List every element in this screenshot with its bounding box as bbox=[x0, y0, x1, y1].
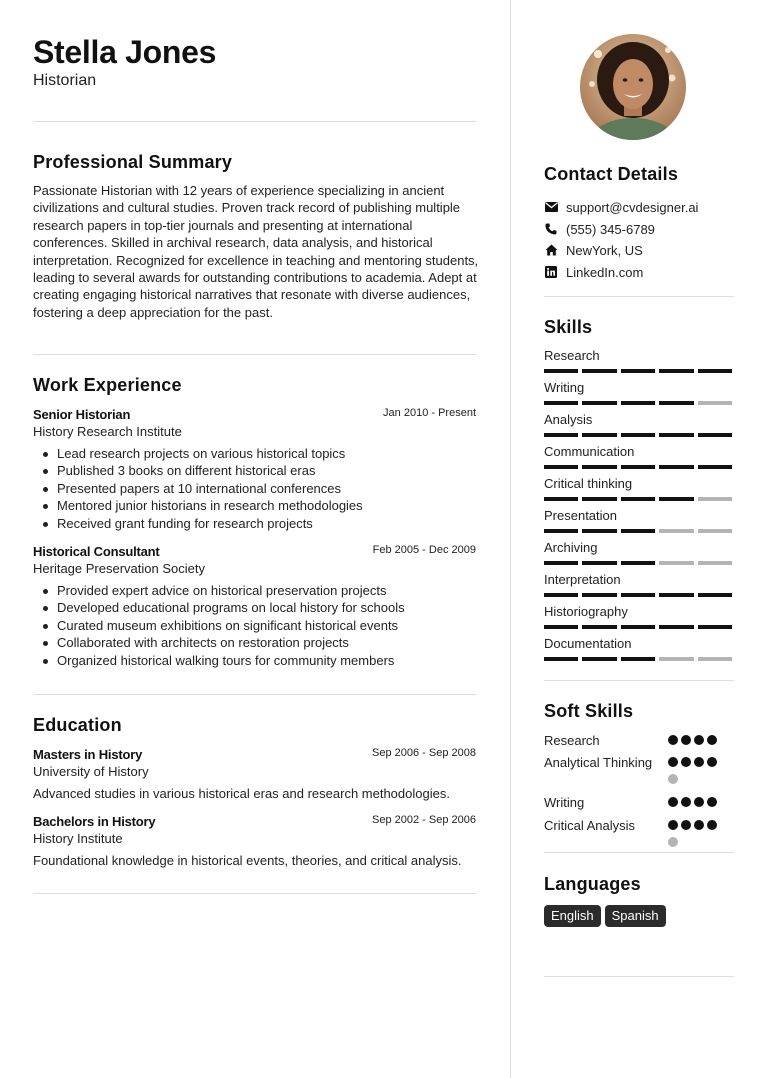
skill-level-segment bbox=[698, 369, 732, 373]
skill-level-segment bbox=[659, 657, 693, 661]
skill-level-bar bbox=[544, 369, 734, 373]
skill-level-segment bbox=[621, 529, 655, 533]
job-title: Historical Consultant bbox=[33, 544, 160, 559]
skill-label: Critical thinking bbox=[544, 476, 633, 491]
rating-dot bbox=[694, 820, 704, 830]
job-title: Senior Historian bbox=[33, 407, 131, 422]
linkedin-icon bbox=[544, 265, 558, 279]
skill-level-bar bbox=[544, 625, 734, 629]
contact-location bbox=[544, 241, 643, 259]
language-badge: English bbox=[544, 905, 601, 927]
job-bullets bbox=[33, 445, 476, 532]
skill-level-segment bbox=[544, 369, 578, 373]
bullet-item: Mentored junior historians in research methodologies bbox=[33, 497, 476, 514]
candidate-role: Historian bbox=[33, 72, 97, 89]
bullet-item: Lead research projects on various historical topics bbox=[33, 445, 476, 462]
soft-skill-label: Critical Analysis bbox=[544, 818, 636, 833]
skill-level-bar bbox=[544, 433, 734, 437]
skill-item bbox=[544, 604, 734, 629]
skill-label: Presentation bbox=[544, 508, 617, 523]
skill-level-segment bbox=[621, 401, 655, 405]
bullet-item: Published 3 books on different historical eras bbox=[33, 462, 476, 479]
rating-dot bbox=[681, 820, 691, 830]
contact-phone[interactable] bbox=[544, 220, 655, 238]
skill-level-segment bbox=[659, 401, 693, 405]
rating-dot bbox=[681, 757, 691, 767]
soft-skill-item bbox=[544, 817, 734, 834]
skill-level-segment bbox=[544, 497, 578, 501]
skill-label: Communication bbox=[544, 444, 635, 459]
skill-level-bar bbox=[544, 529, 734, 533]
divider bbox=[544, 680, 734, 681]
skill-level-segment bbox=[698, 465, 732, 469]
rating-dot bbox=[707, 797, 717, 807]
rating-dot bbox=[694, 797, 704, 807]
skill-level-segment bbox=[698, 529, 732, 533]
envelope-icon bbox=[544, 200, 558, 214]
skill-level-segment bbox=[544, 625, 578, 629]
skill-level-segment bbox=[544, 657, 578, 661]
skill-level-segment bbox=[659, 497, 693, 501]
skill-level-bar bbox=[544, 657, 734, 661]
skill-item bbox=[544, 444, 734, 469]
divider bbox=[33, 893, 476, 894]
skill-level-segment bbox=[582, 625, 616, 629]
skill-item bbox=[544, 540, 734, 565]
skill-level-segment bbox=[659, 593, 693, 597]
contact-phone-text: (555) 345-6789 bbox=[566, 221, 655, 237]
skill-level-segment bbox=[582, 433, 616, 437]
skill-level-segment bbox=[621, 433, 655, 437]
rating-dot bbox=[668, 774, 678, 784]
education-date: Sep 2006 - Sep 2008 bbox=[372, 747, 476, 759]
languages-heading: Languages bbox=[544, 874, 641, 894]
skill-label: Writing bbox=[544, 380, 585, 395]
degree-title: Masters in History bbox=[33, 747, 143, 762]
skill-item bbox=[544, 348, 734, 373]
divider bbox=[33, 694, 476, 695]
divider bbox=[544, 976, 734, 977]
rating-dot bbox=[668, 757, 678, 767]
skill-item bbox=[544, 636, 734, 661]
rating-dot bbox=[694, 757, 704, 767]
skill-level-segment bbox=[582, 561, 616, 565]
skill-level-segment bbox=[621, 497, 655, 501]
education-entry bbox=[33, 746, 476, 803]
rating-dot bbox=[668, 837, 678, 847]
skill-level-segment bbox=[544, 529, 578, 533]
divider bbox=[544, 296, 734, 297]
skill-level-segment bbox=[698, 433, 732, 437]
skill-label: Interpretation bbox=[544, 572, 621, 587]
divider bbox=[544, 852, 734, 853]
summary-text: Passionate Historian with 12 years of experience specializing in ancient civilizations and cultural studies. Proven track record of publishing multiple research papers in top-tier journals and presenting at international conferences. Skilled in archival research, data analysis, and historical interpretation. Recognized for excellence in teaching and mentoring students, leading to several awards for outstanding contributions to academia. Adept at creating engaging historical narratives that resonate with diverse audiences, fostering a deep appreciation for the past. bbox=[33, 183, 479, 320]
skill-label: Research bbox=[544, 348, 600, 363]
skill-level-segment bbox=[621, 657, 655, 661]
skill-level-bar bbox=[544, 497, 734, 501]
skill-level-bar bbox=[544, 465, 734, 469]
rating-dot bbox=[668, 797, 678, 807]
profile-photo bbox=[580, 34, 686, 140]
rating-dot bbox=[694, 735, 704, 745]
skill-level-bar bbox=[544, 401, 734, 405]
bullet-item: Collaborated with architects on restoration projects bbox=[33, 634, 476, 651]
skill-level-segment bbox=[698, 593, 732, 597]
bullet-item: Received grant funding for research projects bbox=[33, 515, 476, 532]
skill-level-segment bbox=[698, 401, 732, 405]
job-organization: History Research Institute bbox=[33, 424, 182, 439]
skill-level-bar bbox=[544, 593, 734, 597]
skill-item bbox=[544, 380, 734, 405]
skill-level-segment bbox=[621, 465, 655, 469]
school-name: University of History bbox=[33, 764, 149, 779]
skill-level-segment bbox=[621, 369, 655, 373]
skill-item bbox=[544, 412, 734, 437]
skill-level-segment bbox=[582, 401, 616, 405]
rating-dot bbox=[707, 820, 717, 830]
soft-skills-heading: Soft Skills bbox=[544, 701, 634, 721]
rating-dot bbox=[681, 797, 691, 807]
skill-level-segment bbox=[582, 593, 616, 597]
contact-email[interactable] bbox=[544, 198, 698, 216]
skill-level-segment bbox=[698, 657, 732, 661]
skill-level-segment bbox=[621, 561, 655, 565]
soft-skill-item bbox=[544, 754, 734, 771]
education-description: Advanced studies in various historical eras and research methodologies. bbox=[33, 786, 450, 801]
education-heading: Education bbox=[33, 715, 122, 735]
soft-skill-label: Writing bbox=[544, 795, 585, 810]
skill-level-segment bbox=[659, 465, 693, 469]
education-description: Foundational knowledge in historical events, theories, and critical analysis. bbox=[33, 853, 462, 868]
skill-level-segment bbox=[582, 657, 616, 661]
job-organization: Heritage Preservation Society bbox=[33, 561, 205, 576]
skill-level-segment bbox=[544, 593, 578, 597]
contact-email-text: support@cvdesigner.ai bbox=[566, 199, 699, 215]
skill-item bbox=[544, 572, 734, 597]
column-divider bbox=[510, 0, 511, 1078]
skill-level-segment bbox=[698, 497, 732, 501]
skill-item bbox=[544, 476, 734, 501]
summary-heading: Professional Summary bbox=[33, 152, 233, 172]
skills-heading: Skills bbox=[544, 317, 593, 337]
rating-dot bbox=[707, 757, 717, 767]
school-name: History Institute bbox=[33, 831, 123, 846]
rating-dot bbox=[668, 735, 678, 745]
skill-level-segment bbox=[621, 625, 655, 629]
language-badge: Spanish bbox=[605, 905, 666, 927]
job-date: Jan 2010 - Present bbox=[383, 407, 476, 419]
skill-level-segment bbox=[698, 561, 732, 565]
bullet-item: Organized historical walking tours for community members bbox=[33, 652, 476, 669]
contact-heading: Contact Details bbox=[544, 164, 679, 184]
education-date: Sep 2002 - Sep 2006 bbox=[372, 814, 476, 826]
divider bbox=[33, 121, 476, 122]
bullet-item: Curated museum exhibitions on significant historical events bbox=[33, 617, 476, 634]
skill-label: Archiving bbox=[544, 540, 598, 555]
contact-location-text: NewYork, US bbox=[566, 242, 643, 258]
bullet-item: Developed educational programs on local history for schools bbox=[33, 599, 476, 616]
skill-level-segment bbox=[544, 401, 578, 405]
home-icon bbox=[544, 243, 558, 257]
job-entry bbox=[33, 406, 476, 532]
job-date: Feb 2005 - Dec 2009 bbox=[372, 544, 476, 556]
skill-level-segment bbox=[582, 497, 616, 501]
skill-level-segment bbox=[659, 369, 693, 373]
skill-item bbox=[544, 508, 734, 533]
languages-list bbox=[544, 905, 666, 927]
skill-level-segment bbox=[544, 465, 578, 469]
contact-linkedin[interactable] bbox=[544, 263, 643, 281]
skill-level-segment bbox=[582, 369, 616, 373]
candidate-name: Stella Jones bbox=[33, 34, 217, 70]
skill-level-segment bbox=[544, 561, 578, 565]
skill-level-segment bbox=[659, 433, 693, 437]
soft-skill-label: Research bbox=[544, 733, 600, 748]
skill-level-bar bbox=[544, 561, 734, 565]
divider bbox=[33, 354, 476, 355]
skill-level-segment bbox=[621, 593, 655, 597]
skill-label: Documentation bbox=[544, 636, 632, 651]
skill-label: Analysis bbox=[544, 412, 593, 427]
rating-dot bbox=[668, 820, 678, 830]
skill-level-segment bbox=[659, 529, 693, 533]
skill-level-segment bbox=[582, 529, 616, 533]
experience-heading: Work Experience bbox=[33, 375, 182, 395]
skill-label: Historiography bbox=[544, 604, 628, 619]
degree-title: Bachelors in History bbox=[33, 814, 156, 829]
bullet-item: Provided expert advice on historical preservation projects bbox=[33, 582, 476, 599]
soft-skill-item bbox=[544, 794, 734, 811]
skill-level-segment bbox=[698, 625, 732, 629]
bullet-item: Presented papers at 10 international conferences bbox=[33, 480, 476, 497]
soft-skill-label: Analytical Thinking bbox=[544, 755, 653, 770]
skill-level-segment bbox=[582, 465, 616, 469]
job-bullets bbox=[33, 582, 476, 669]
skill-level-segment bbox=[659, 561, 693, 565]
rating-dot bbox=[681, 735, 691, 745]
skill-level-segment bbox=[659, 625, 693, 629]
education-entry bbox=[33, 813, 476, 870]
job-entry bbox=[33, 543, 476, 669]
rating-dot bbox=[707, 735, 717, 745]
soft-skill-item bbox=[544, 732, 734, 749]
phone-icon bbox=[544, 222, 558, 236]
skill-level-segment bbox=[544, 433, 578, 437]
contact-linkedin-text: LinkedIn.com bbox=[566, 264, 644, 280]
